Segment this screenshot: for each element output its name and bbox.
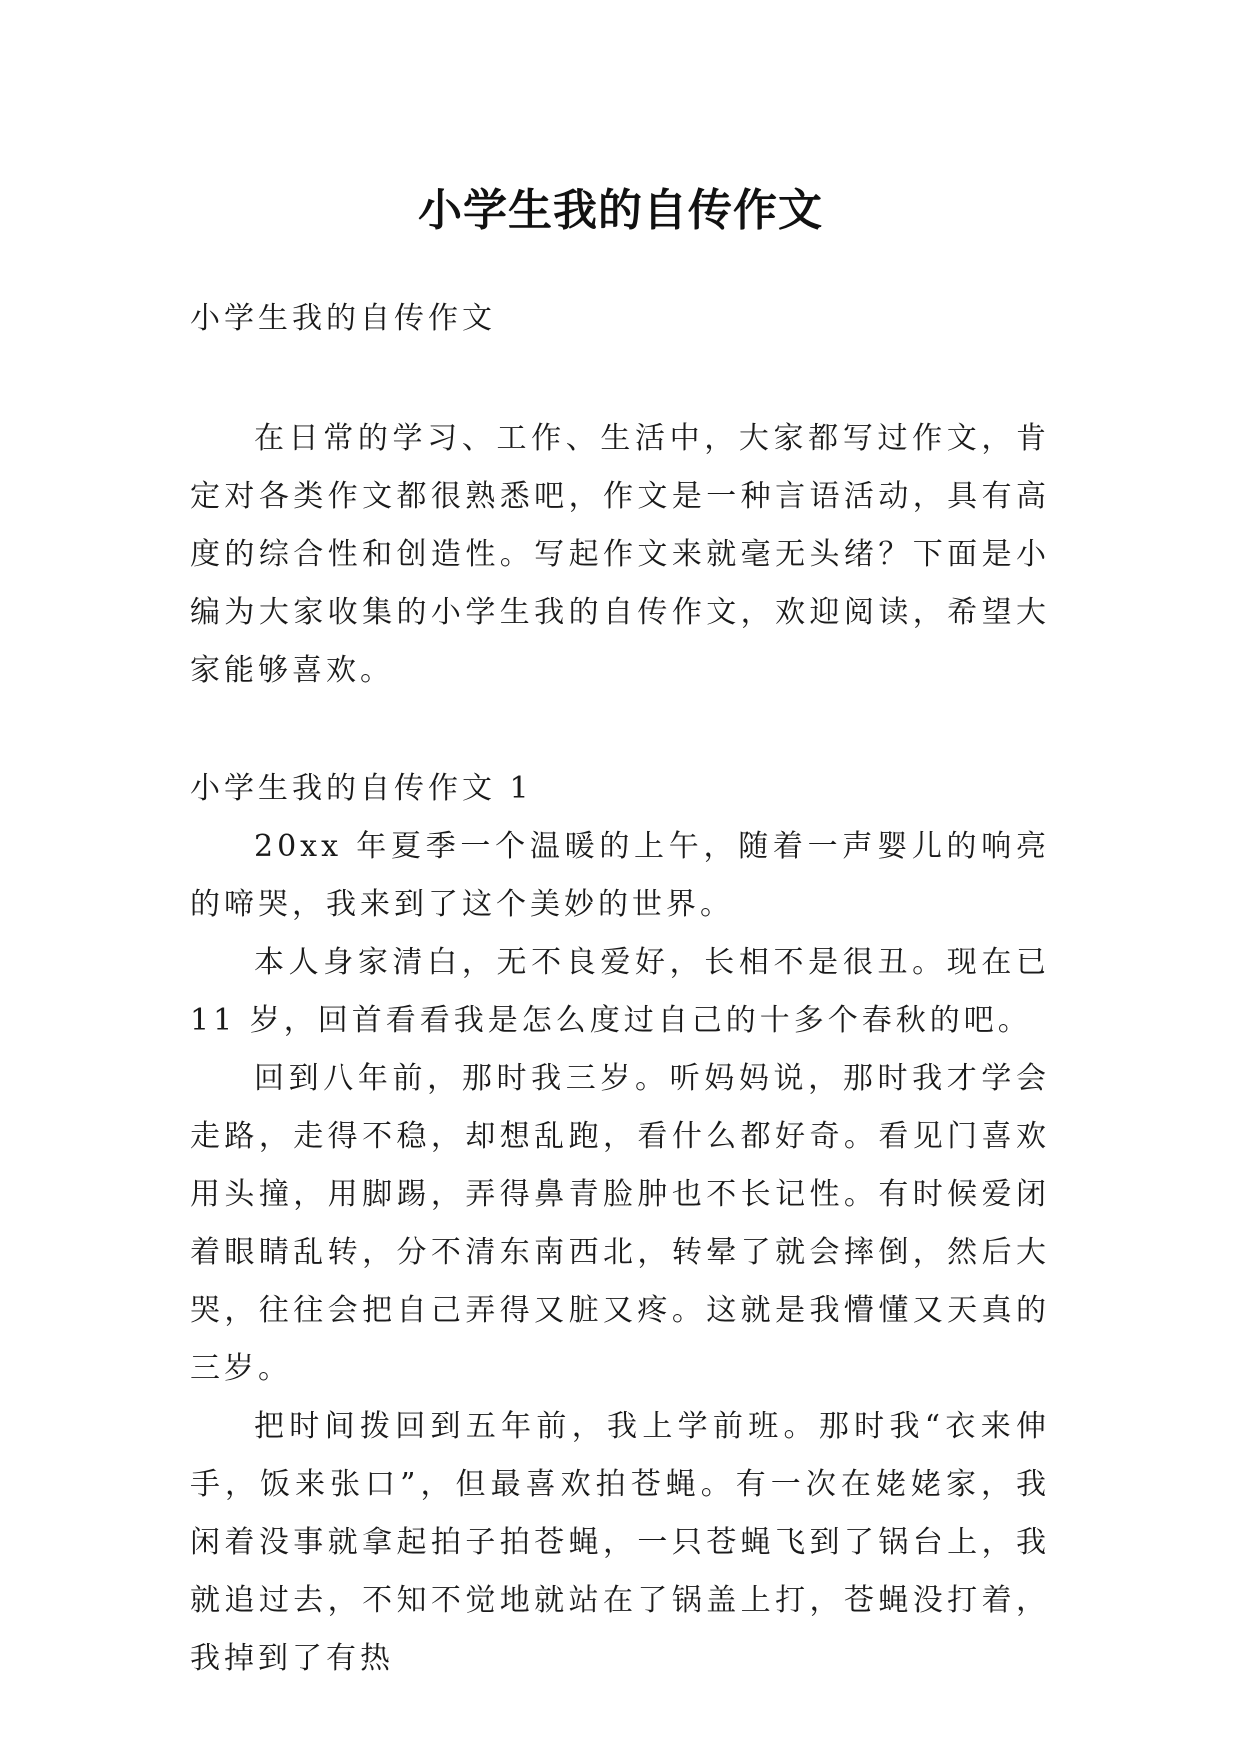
document-subtitle: 小学生我的自传作文 xyxy=(190,301,496,336)
document-body xyxy=(190,290,1050,1688)
page-title: 小学生我的自传作文 xyxy=(418,185,823,237)
intro-paragraph: 在日常的学习、工作、生活中，大家都写过作文，肯定对各类作文都很熟悉吧，作文是一种言语活动，具有高度的综合性和创造性。写起作文来就毫无头绪？下面是小编为大家收集的小学生我的自传作文，欢迎阅读，希望大家能够喜欢。 xyxy=(190,421,1050,688)
spacer xyxy=(190,348,1050,410)
spacer xyxy=(190,700,1050,760)
body-paragraph: 20xx 年夏季一个温暖的上午，随着一声婴儿的响亮的啼哭，我来到了这个美妙的世界。 xyxy=(190,829,1050,922)
body-paragraph: 本人身家清白，无不良爱好，长相不是很丑。现在已 11 岁，回首看看我是怎么度过自己的十多个春秋的吧。 xyxy=(190,945,1050,1038)
section-heading: 小学生我的自传作文 1 xyxy=(190,771,533,806)
body-paragraph: 把时间拨回到五年前，我上学前班。那时我“衣来伸手，饭来张口”，但最喜欢拍苍蝇。有一次在姥姥家，我闲着没事就拿起拍子拍苍蝇，一只苍蝇飞到了锅台上，我就追过去，不知不觉地就站在了锅盖上打，苍蝇没打着，我掉到了有热 xyxy=(190,1409,1050,1676)
body-paragraph: 回到八年前，那时我三岁。听妈妈说，那时我才学会走路，走得不稳，却想乱跑，看什么都好奇。看见门喜欢用头撞，用脚踢，弄得鼻青脸肿也不长记性。有时候爱闭着眼睛乱转，分不清东南西北，转晕了就会摔倒，然后大哭，往往会把自己弄得又脏又疼。这就是我懵懂又天真的三岁。 xyxy=(190,1061,1050,1386)
